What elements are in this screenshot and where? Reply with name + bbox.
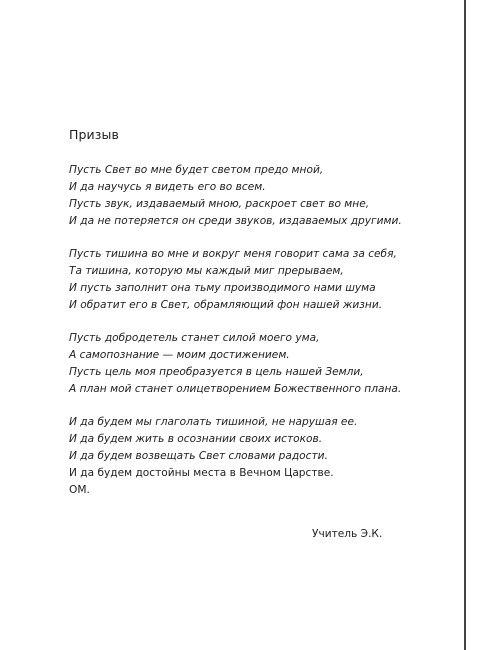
poem-line: И да будем мы глаголать тишиной, не нарушая ее. [69, 416, 358, 428]
poem-line: И да будем жить в осознании своих истоков. [69, 433, 323, 445]
poem-line: ОМ. [69, 484, 90, 496]
poem-line: А план мой станет олицетворением Божественного плана. [69, 383, 402, 395]
poem-line: И да научусь я видеть его во всем. [69, 181, 266, 193]
poem-line: Пусть Свет во мне будет светом предо мной, [69, 164, 324, 176]
poem-line: И да будем достойны места в Вечном Царстве. [69, 467, 334, 479]
poem-line: А самопознание — моим достижением. [69, 349, 290, 361]
stanza-4 [69, 414, 429, 499]
stanza-4-italic [69, 414, 429, 465]
stanza-4-closing [69, 465, 429, 499]
stanza-3 [69, 330, 429, 398]
poem-line: Пусть тишина во мне и вокруг меня говорит сама за себя, [69, 248, 397, 260]
poem-line: И да будем возвещать Свет словами радости. [69, 450, 328, 462]
poem-line: Пусть цель моя преобразуется в цель нашей Земли, [69, 366, 364, 378]
poem-line: И да не потеряется он среди звуков, издаваемых другими. [69, 215, 402, 227]
poem-line: И пусть заполнит она тьму производимого нами шума [69, 282, 376, 294]
poem-line: Пусть добродетель станет силой моего ума, [69, 332, 320, 344]
poem-line: Пусть звук, издаваемый мною, раскроет свет во мне, [69, 198, 370, 210]
stanza-2 [69, 246, 429, 314]
author-signature: Учитель Э.К. [312, 528, 383, 540]
poem-line: Та тишина, которую мы каждый миг прерываем, [69, 265, 344, 277]
page-title: Призыв [69, 127, 119, 142]
poem-body [69, 127, 429, 515]
poem-line: И обратит его в Свет, обрамляющий фон нашей жизни. [69, 299, 383, 311]
stanza-1 [69, 162, 429, 230]
